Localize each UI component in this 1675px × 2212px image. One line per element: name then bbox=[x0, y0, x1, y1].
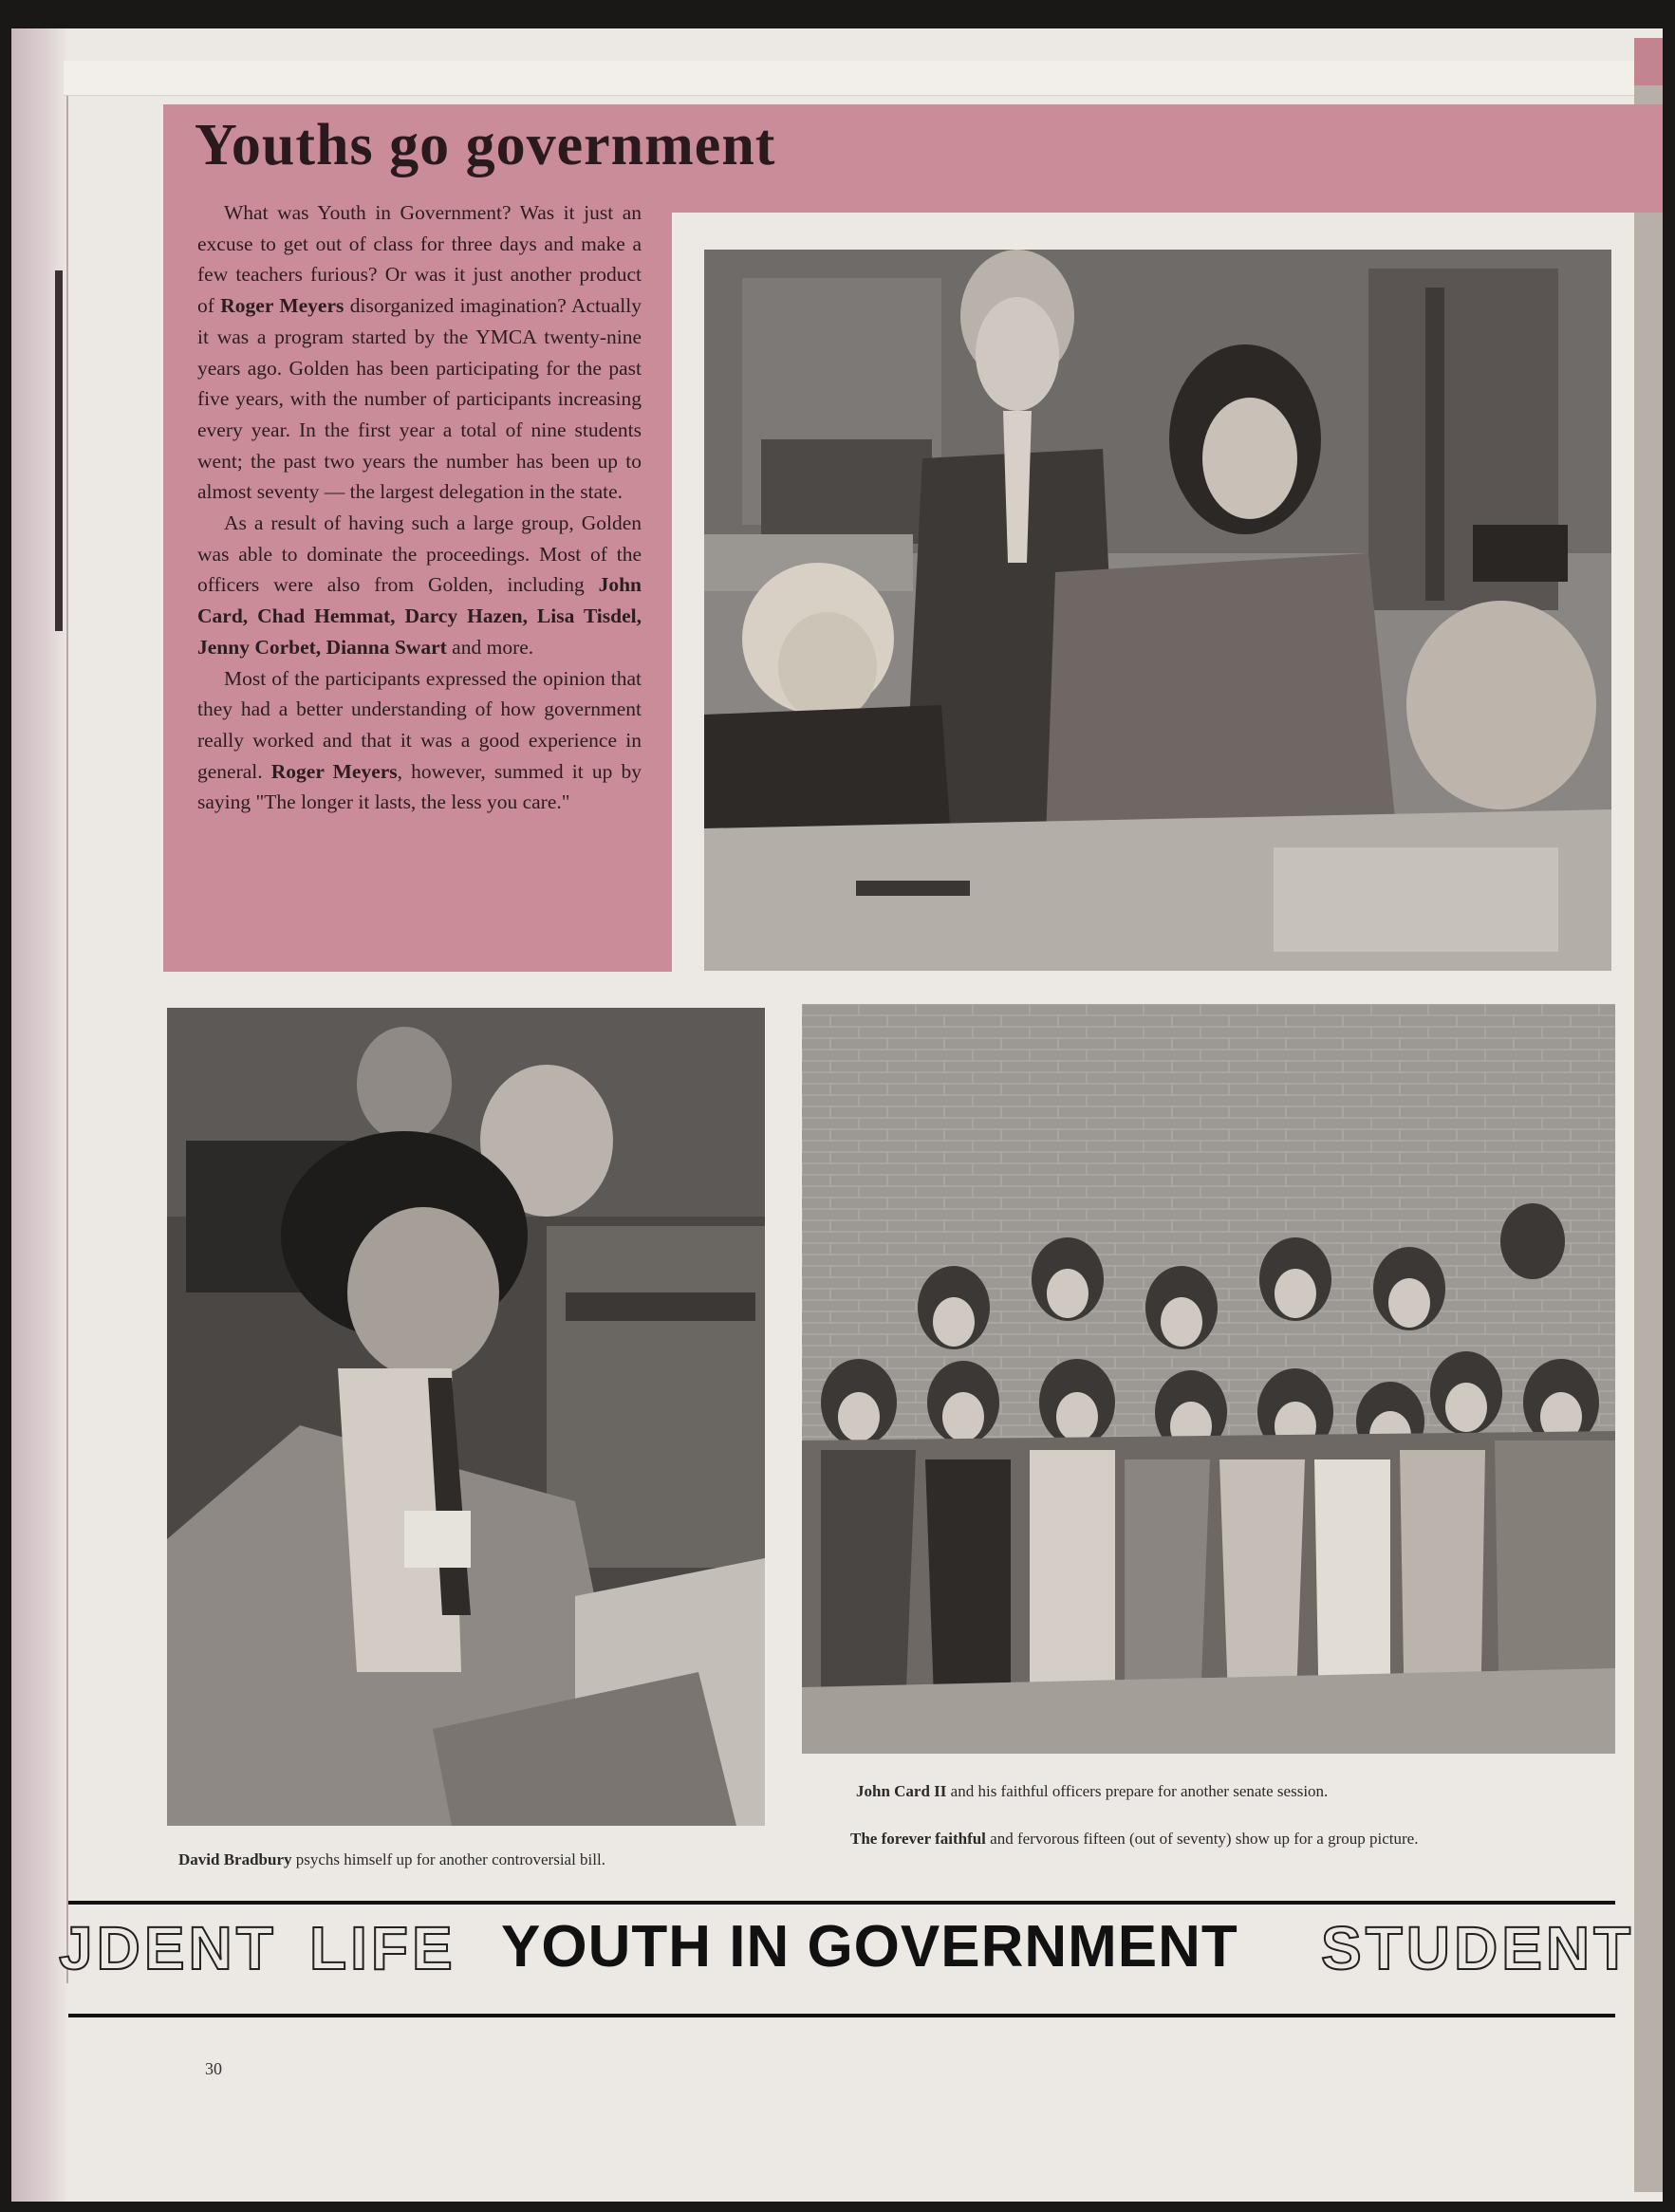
photo-david-bradbury bbox=[167, 1008, 765, 1826]
caption-david-bradbury: David Bradbury psychs himself up for another controversial bill. bbox=[178, 1850, 605, 1868]
article-paragraph-2: As a result of having such a large group, Golden was able to dominate the proceedings. Most of the officers were also from Golden, including John Card, Chad Hemmat, Darcy Hazen, Lisa Tisdel, Jenny Corbet, Dianna Swart and more. bbox=[197, 511, 642, 659]
banner-section-title: YOUTH IN GOVERNMENT bbox=[501, 1914, 1238, 1980]
banner-word-student: STUDENT bbox=[1321, 1914, 1635, 1982]
photo-senate-officers bbox=[704, 250, 1611, 971]
article-title: Youths go government bbox=[195, 113, 776, 177]
banner-fragment-left: JDENT bbox=[59, 1914, 277, 1982]
banner-rule-bottom bbox=[68, 2014, 1615, 2017]
page-edge-accent bbox=[1634, 38, 1663, 85]
page-edge bbox=[1634, 38, 1663, 2192]
article-body bbox=[197, 197, 642, 818]
spine-shadow bbox=[55, 270, 63, 631]
banner-rule-top bbox=[68, 1901, 1615, 1905]
photo-group-picture bbox=[802, 1004, 1615, 1754]
spine-line bbox=[66, 85, 68, 1983]
article-paragraph-1: What was Youth in Government? Was it just an excuse to get out of class for three days and make a few teachers furious? Or was it just another product of Roger Meyers disorganized imagination? Actually it was a program started by the YMCA twenty-nine years ago. Golden has been participating for the past five years, with the number of participants increasing every year. In the first year a total of nine students went; the past two years the number has been up to almost seventy — the largest delegation in the state. bbox=[197, 201, 642, 504]
article-paragraph-3: Most of the participants expressed the opinion that they had a better understanding of how government really worked and that it was a good experience in general. Roger Meyers, however, summed it up by saying "The longer it lasts, the less you care." bbox=[197, 666, 642, 814]
banner-word-life: LIFE bbox=[309, 1914, 456, 1982]
top-margin bbox=[64, 61, 1648, 96]
caption-john-card: John Card II and his faithful officers prepare for another senate session. bbox=[856, 1782, 1329, 1800]
page-number: 30 bbox=[205, 2059, 222, 2078]
caption-group-picture: The forever faithful and fervorous fifteen (out of seventy) show up for a group picture. bbox=[850, 1830, 1419, 1848]
